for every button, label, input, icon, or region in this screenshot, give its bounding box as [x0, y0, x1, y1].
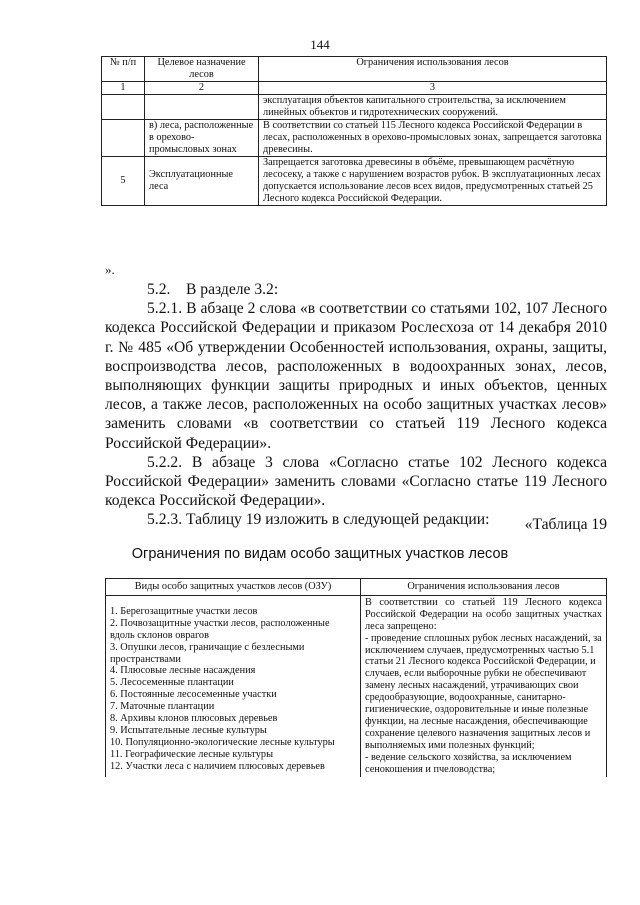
paragraph: 5.2.3. Таблицу 19 изложить в следующей редакции:	[147, 511, 490, 529]
amendment-text	[105, 280, 607, 530]
paragraph: 5.2.2. В абзаце 3 слова «Согласно статье 102 Лесного кодекса Российской Федерации» заменить словами «Согласно статье 119 Лесного кодекса Российской Федерации».	[105, 453, 607, 510]
list-item: 5. Лесосеменные плантации	[110, 677, 234, 689]
table-header-row	[106, 579, 607, 596]
table-label: «Таблица 19	[524, 516, 607, 533]
page-number: 144	[310, 37, 330, 52]
list-item: 6. Постоянные лесосеменные участки	[110, 689, 277, 701]
column-number-row	[102, 82, 607, 95]
list-item: 4. Плюсовые лесные насаждения	[110, 665, 256, 677]
table-row	[102, 120, 607, 157]
list-item: 10. Популяционно-экологические лесные культуры	[110, 736, 335, 748]
row-number	[102, 95, 145, 120]
column-number: 2	[145, 82, 259, 95]
list-item: 9. Испытательные лесные культуры	[110, 724, 267, 736]
ozu-restrictions-table	[105, 578, 607, 777]
paragraph: 5.2. В разделе 3.2:	[147, 281, 279, 298]
header-restrictions: Ограничения использования лесов	[259, 57, 607, 82]
row-purpose: Эксплуатационные леса	[145, 157, 259, 206]
header-restrictions: Ограничения использования лесов	[361, 579, 607, 596]
list-item: 8. Архивы клонов плюсовых деревьев	[110, 713, 278, 725]
restriction-item: - ведение сельского хозяйства, за исключением сенокошения и пчеловодства;	[365, 751, 572, 775]
forest-restrictions-table-continued	[101, 56, 607, 206]
restriction-item: - проведение сплошных рубок лесных насаждений, за исключением случаев, предусмотренных частью 5.1 статьи 21 Лесного кодекса Российской Федерации, и случаев, если выборочные рубки не обеспечивают замену лесных насаждений, утрачивающих свои средообразующие, водоохранные, санитарно-гигиенические, оздоровительные и иные полезные функции, на лесные насаждения, обеспечивающие сохранение целевого назначения защитных лесов и выполняемых ими полезных функций;	[365, 632, 602, 751]
list-item: 11. Географические лесные культуры	[110, 748, 273, 760]
row-restrictions: В соответствии со статьей 115 Лесного кодекса Российской Федерации в лесах, расположенных в орехово-промысловых зонах, запрещается заготовка древесины.	[259, 120, 607, 157]
column-number: 3	[259, 82, 607, 95]
list-item: 3. Опушки лесов, граничащие с безлесными пространствами	[110, 641, 305, 665]
header-purpose: Целевое назначение лесов	[145, 57, 259, 82]
table-header-row	[102, 57, 607, 82]
paragraph: 5.2.1. В абзаце 2 слова «в соответствии со статьями 102, 107 Лесного кодекса Российской Федерации и приказом Рослесхоза от 14 декабря 2010 г. № 485 «Об утверждении Особенностей использования, охраны, защиты, воспроизводства лесов, расположенных в водоохранных зонах, лесов, выполняющих функции защиты природных и иных объектов, ценных лесов, а также лесов, расположенных на особо защитных участках лесов» заменить словами «в соответствии со статьей 119 Лесного кодекса Российской Федерации».	[105, 300, 607, 452]
list-item: 2. Почвозащитные участки лесов, расположенные вдоль склонов оврагов	[110, 617, 330, 641]
restrictions-text	[361, 595, 607, 776]
header-zone-types: Виды особо защитных участков лесов (ОЗУ)	[106, 579, 361, 596]
column-number: 1	[102, 82, 145, 95]
table-row	[106, 595, 607, 776]
row-purpose	[145, 95, 259, 120]
closing-quote: ».	[105, 262, 115, 277]
zone-list	[106, 595, 361, 776]
table-row	[102, 157, 607, 206]
table-row	[102, 95, 607, 120]
row-number: 5	[102, 157, 145, 206]
list-item: 12. Участки леса с наличием плюсовых деревьев	[110, 760, 325, 772]
restriction-item: В соответствии со статьей 119 Лесного кодекса Российской Федерации на особо защитных участках леса запрещено:	[365, 596, 602, 632]
header-number: № п/п	[102, 57, 145, 82]
row-restrictions: эксплуатация объектов капитального строительства, за исключением линейных объектов и гидротехнических сооружений.	[259, 95, 607, 120]
list-item: 1. Берегозащитные участки лесов	[110, 605, 258, 617]
row-restrictions: Запрещается заготовка древесины в объёме, превышающем расчётную лесосеку, а также с нарушением возрастов рубок. В эксплуатационных лесах допускается использование лесов всех видов, предусмотренных статьей 25 Лесного кодекса Российской Федерации.	[259, 157, 607, 206]
list-item: 7. Маточные плантации	[110, 701, 215, 713]
row-number	[102, 120, 145, 157]
row-purpose: в) леса, расположенные в орехово-промысловых зонах	[145, 120, 259, 157]
table-title: Ограничения по видам особо защитных участков лесов	[131, 546, 509, 562]
